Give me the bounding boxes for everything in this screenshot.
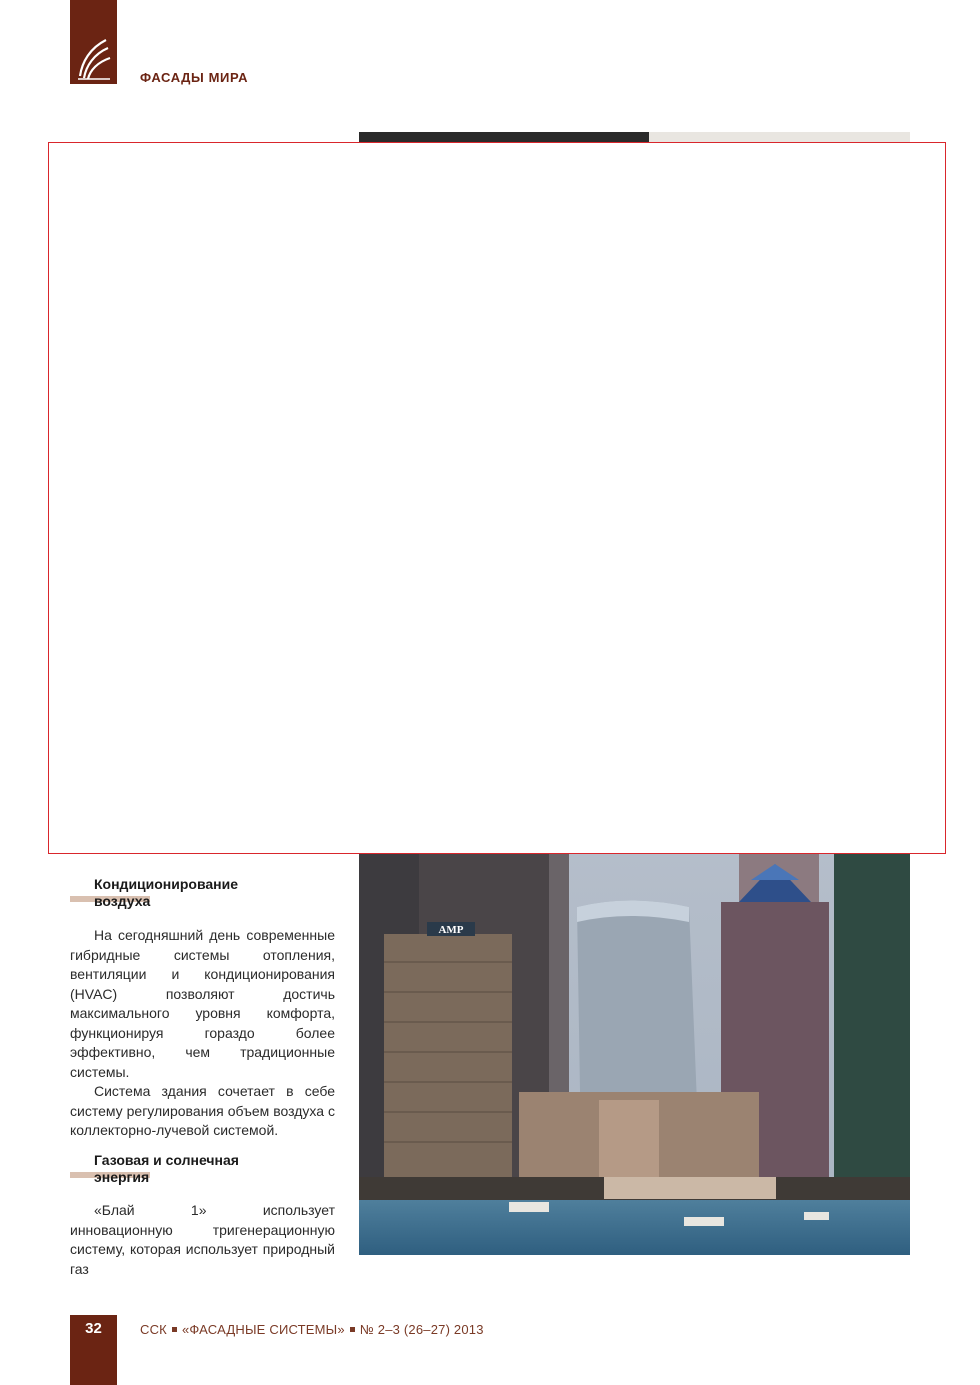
brand-tab: [70, 0, 117, 84]
square-bullet-icon: [172, 1327, 177, 1332]
heading-line: Газовая и солнечная: [94, 1152, 239, 1168]
heading-line: Кондиционирование: [94, 876, 239, 892]
section-body-gas-solar: [70, 1201, 335, 1279]
placeholder-frame: [48, 142, 946, 854]
heading-line: воздуха: [94, 893, 151, 909]
page-number: 32: [85, 1320, 102, 1337]
section-label: ФАСАДЫ МИРА: [140, 70, 249, 85]
section-heading-air-conditioning: [70, 876, 335, 910]
footer-part: ССК: [140, 1322, 167, 1337]
page-number-tab: [70, 1315, 117, 1385]
paragraph: «Блай 1» использует инновационную тригенерационную систему, которая использует природный газ: [70, 1202, 335, 1277]
footer-part: «ФАСАДНЫЕ СИСТЕМЫ»: [181, 1322, 345, 1337]
paragraph: На сегодняшний день современные гибридные системы отопления, вентиляции и кондиционирования (HVAC) позволяют достичь максимального уровня комфорта, функционируя гораздо более эффективно, чем традиционные системы.: [70, 927, 335, 1080]
section-heading-gas-solar: [70, 1152, 335, 1186]
footer-part: № 2–3 (26–27) 2013: [359, 1322, 484, 1337]
section-body-air-conditioning: [70, 926, 335, 1141]
paragraph: Система здания сочетает в себе систему регулирования объем воздуха с коллекторно-лучевой системой.: [70, 1083, 335, 1138]
square-bullet-icon: [350, 1327, 355, 1332]
heading-line: энергия: [94, 1169, 150, 1185]
amp-sign: AMP: [438, 924, 464, 936]
magazine-logo-icon: [76, 36, 112, 80]
footer-publication: [140, 1322, 484, 1337]
